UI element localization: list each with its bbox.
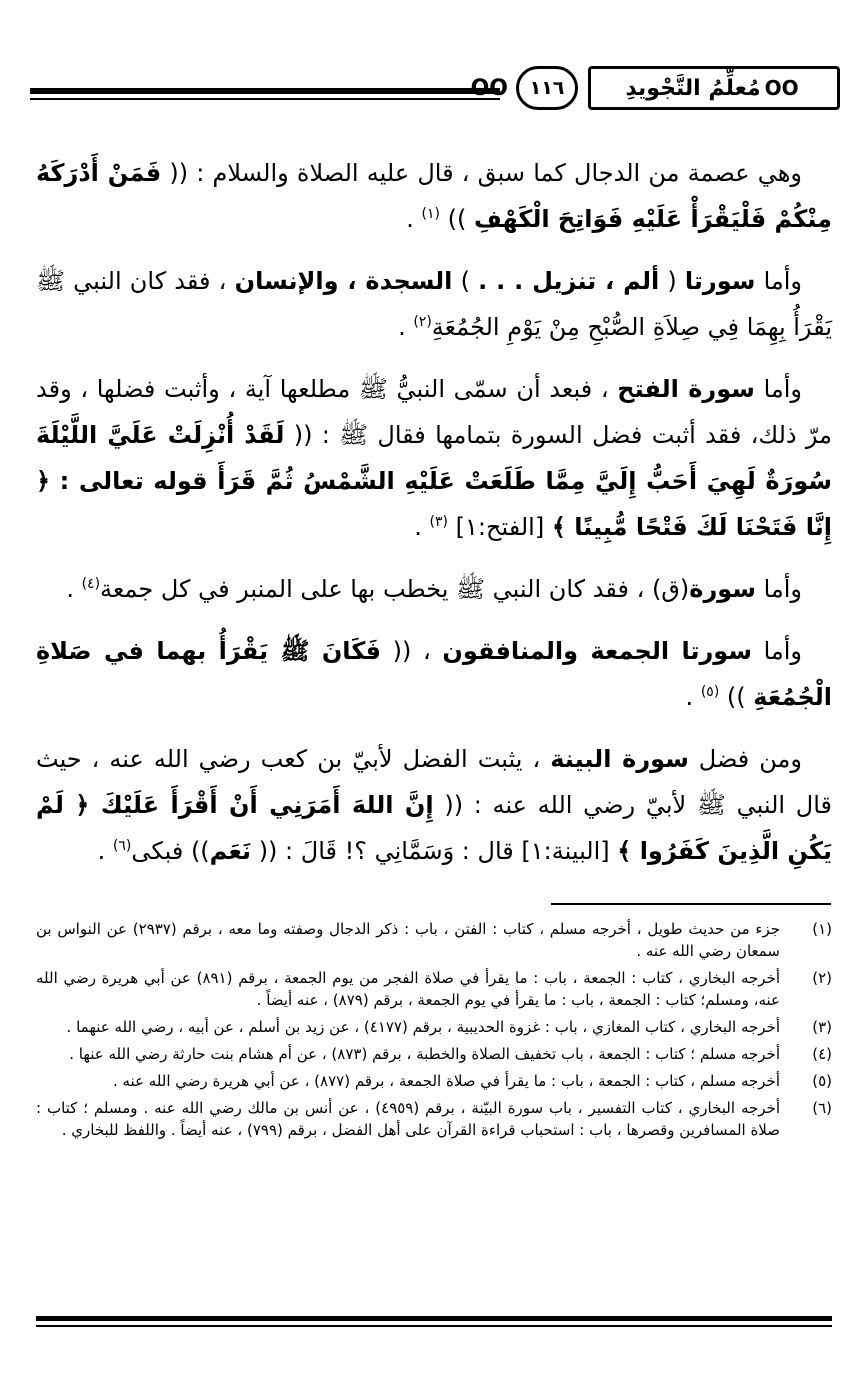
paragraph — [36, 150, 832, 242]
bold-text: لَقَدْ أُنْزِلَتْ عَلَيَّ اللَّيْلَةَ سُورَةٌ لَهِيَ أَحَبُّ إِلَيَّ مِمَّا طَلَعَتْ عَلَيْهِ الشَّمْسُ ثُمَّ قَرَأَ قوله تعالى : ﴿ إِنَّا فَتَحْنَا لَكَ فَتْحًا مُّبِينًا ﴾ — [36, 421, 832, 541]
paragraph — [36, 366, 832, 550]
bold-text: سورة — [689, 575, 756, 603]
body-text: وهي عصمة من الدجال كما سبق ، قال عليه الصلاة والسلام : (( — [161, 159, 802, 187]
footnote-text: أخرجه مسلم ، كتاب : الجمعة ، باب : ما يقرأ في صلاة الجمعة ، برقم (٨٧٧) ، عن أبي هريرة رضي الله عنه . — [112, 1072, 780, 1090]
body-text: ، فبعد أن سمّى النبيُّ ﷺ مطلعها آية ، وأثبت فضلها ، وقد مرّ ذلك، فقد أثبت فضل السورة بتمامها فقال ﷺ : (( — [36, 375, 832, 449]
body-text: وأما — [751, 637, 803, 665]
footnote-ref: (١) — [421, 206, 440, 222]
header-ornament-right: OO — [764, 76, 799, 100]
body-text: . — [398, 313, 414, 341]
header-ornament-left: OO — [470, 76, 508, 101]
bold-text: سورة البينة — [550, 745, 689, 773]
footnote — [36, 1070, 832, 1092]
bold-text: فَمَنْ أَدْرَكَهُ مِنْكُمْ فَلْيَقْرَأْ عَلَيْهِ فَوَاتِحَ الْكَهْفِ — [36, 159, 832, 233]
bold-text: إِنَّ اللهَ أَمَرَنِي أَنْ أَقْرَأَ عَلَيْكَ ﴿ لَمْ يَكُنِ الَّذِينَ كَفَرُوا ﴾ — [36, 791, 832, 865]
paragraph — [36, 566, 832, 612]
body-text: )) — [439, 205, 474, 233]
paragraph — [36, 628, 832, 720]
main-text — [36, 150, 832, 890]
footnote — [36, 1016, 832, 1038]
page-header — [30, 62, 840, 120]
footnote-ref: (٤) — [81, 576, 101, 592]
bold-text: ألم ، تنزيل . . . — [478, 267, 660, 295]
body-text: ) — [452, 267, 479, 295]
body-text: [البينة:١] قال : وَسَمَّانِي ؟! قَالَ : (( — [251, 837, 618, 865]
header-rule-thin — [30, 98, 500, 100]
bold-text: سورتا — [684, 267, 756, 295]
page-number: ١١٦ — [516, 66, 578, 110]
bold-text: فَكَانَ ﷺ يَقْرَأُ بهما في صَلاةِ الْجُمُعَةِ — [36, 637, 832, 711]
body-text: وأما — [754, 375, 803, 403]
footnote-number: (٥) — [812, 1072, 832, 1090]
bottom-rule-thick — [36, 1316, 832, 1321]
body-text: . — [414, 513, 430, 541]
paragraph — [36, 736, 832, 874]
body-text: )) — [719, 683, 754, 711]
body-text: ، (( — [381, 637, 443, 665]
bottom-rule-thin — [36, 1325, 832, 1327]
body-text: . — [406, 205, 422, 233]
footnote-ref: (٦) — [112, 838, 132, 854]
footnote — [36, 918, 832, 962]
footnote-text: أخرجه مسلم ؛ كتاب : الجمعة ، باب تخفيف الصلاة والخطبة ، برقم (٨٧٣) ، عن أم هشام بنت حارثة رضي الله عنها . — [69, 1045, 780, 1063]
footnote-number: (٣) — [812, 1018, 832, 1036]
header-rule-thick — [30, 88, 500, 94]
paragraph — [36, 258, 832, 350]
footnote-ref: (٢) — [413, 314, 432, 330]
body-text: [الفتح:١] — [448, 513, 552, 541]
body-text: وأما — [755, 267, 802, 295]
body-text: ، فقد كان النبي ﷺ يَقْرَأُ بِهِمَا فِي صِلاَةِ الصُّبْحِ مِنْ يَوْمِ الجُمُعَةِ — [36, 267, 832, 341]
body-text: . — [685, 683, 701, 711]
body-text: ، يثبت الفضل لأبيّ بن كعب رضي الله عنه ، حيث قال النبي ﷺ لأبيّ رضي الله عنه : (( — [36, 745, 832, 819]
footnote-text: جزء من حديث طويل ، أخرجه مسلم ، كتاب : الفتن ، باب : ذكر الدجال وصفته وما معه ، برقم (٢٩٣٧) عن النواس بن سمعان رضي الله عنه . — [36, 920, 781, 960]
body-text: . — [97, 837, 113, 865]
body-text: . — [66, 575, 82, 603]
bold-text: السجدة ، والإنسان — [234, 267, 453, 295]
book-title: مُعلِّمُ التَّجْويدِ — [625, 75, 761, 101]
footnote-number: (٤) — [812, 1045, 832, 1063]
body-text: (ق) ، فقد كان النبي ﷺ يخطب بها على المنبر في كل جمعة — [100, 575, 690, 603]
footnotes — [36, 918, 832, 1146]
footnote-text: أخرجه البخاري ، كتاب : الجمعة ، باب : ما يقرأ في صلاة الفجر من يوم الجمعة ، برقم (٨٩١) عن أبي هريرة رضي الله عنه، ومسلم؛ كتاب : الجمعة ، باب : ما يقرأ في يوم الجمعة ، برقم (٨٧٩) ، عنه أيضاً . — [36, 969, 780, 1009]
footnote-number: (١) — [812, 920, 832, 938]
body-text: ومن فضل — [688, 745, 803, 773]
footnote-number: (٦) — [812, 1099, 832, 1117]
footnote-ref: (٥) — [700, 684, 720, 700]
footnote-text: أخرجه البخاري ، كتاب المغازي ، باب : غزوة الحديبية ، برقم (٤١٧٧) ، عن زيد بن أسلم ، عن أبيه ، رضي الله عنهما . — [66, 1018, 780, 1036]
bold-text: سورتا الجمعة والمنافقون — [442, 637, 752, 665]
body-text: )) فبكى — [131, 837, 210, 865]
body-text: وأما — [755, 575, 802, 603]
running-title — [588, 66, 840, 110]
footnote-separator — [551, 903, 831, 905]
footnote-ref: (٣) — [429, 514, 449, 530]
footnote — [36, 967, 832, 1011]
bold-text: نَعَم — [209, 837, 252, 865]
bold-text: سورة الفتح — [617, 375, 755, 403]
footnote-number: (٢) — [812, 969, 832, 987]
body-text: ( — [659, 267, 685, 295]
footnote-text: أخرجه البخاري ، كتاب التفسير ، باب سورة البيّنة ، برقم (٤٩٥٩) ، عن أنس بن مالك رضي الله عنه . ومسلم ؛ كتاب : صلاة المسافرين وقصرها ، باب : استحباب قراءة القرآن على أهل الفضل ، برقم (٧٩٩) ، عنه أيضاً . واللفظ للبخاري . — [36, 1099, 780, 1139]
footnote — [36, 1043, 832, 1065]
footnote — [36, 1097, 832, 1141]
